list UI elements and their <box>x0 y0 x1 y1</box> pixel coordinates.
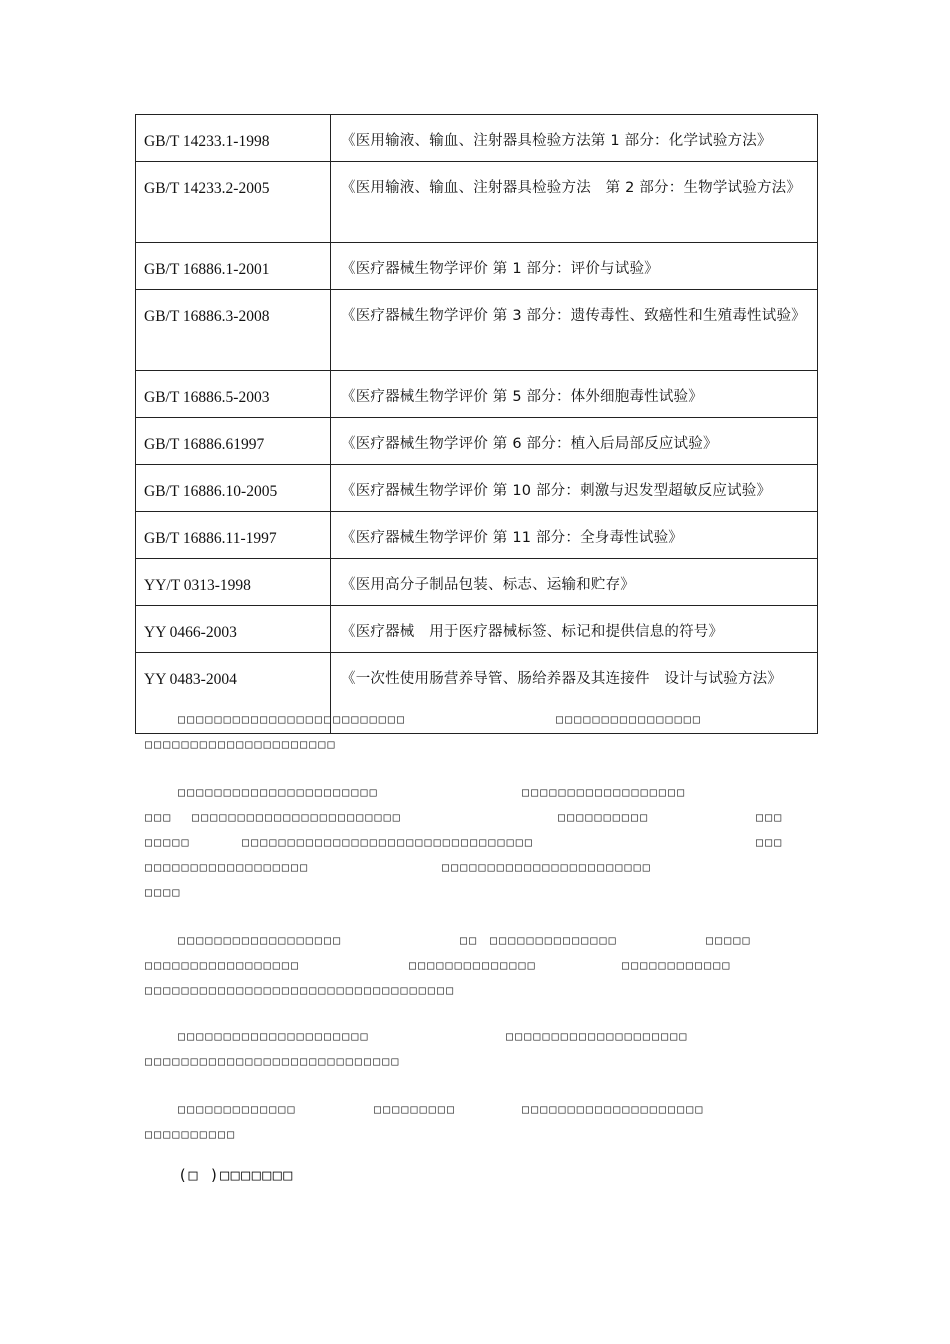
garbled-text-line: □□□□□□□□□□□□□□□□□□ <box>145 860 310 874</box>
standard-title-cell <box>331 162 818 243</box>
garbled-text-line: □□□□□□□□□□□□□□□□ <box>556 712 702 726</box>
garbled-text-line: □□□ <box>756 810 784 824</box>
standard-title-cell <box>331 606 818 653</box>
garbled-text-line: □□□ <box>756 835 784 849</box>
garbled-text-line: □□□ <box>145 810 173 824</box>
standards-table-row <box>136 290 818 371</box>
standard-code-cell: GB/T 16886.61997 <box>136 418 331 465</box>
standard-title-cell <box>331 465 818 512</box>
garbled-text-line: □□□□□□□□□□ <box>558 810 650 824</box>
standard-title-cell <box>331 115 818 162</box>
standards-table-row <box>136 162 818 243</box>
garbled-text-line: □□□□ <box>145 885 182 899</box>
standard-code-cell: GB/T 14233.1-1998 <box>136 115 331 162</box>
section-subheading: (□ )□□□□□□□ <box>178 1166 294 1184</box>
standards-table-row <box>136 465 818 512</box>
standards-table-row <box>136 418 818 465</box>
standard-title-text: 《医疗器械 用于医疗器械标签、标记和提供信息的符号》 <box>341 624 724 640</box>
standard-code-cell: YY 0483-2004 <box>136 653 331 734</box>
standard-code-cell: YY/T 0313-1998 <box>136 559 331 606</box>
garbled-text-line: □□□□□□□□□□□□□□□□□□ <box>522 785 687 799</box>
garbled-text-line: □□□□□□□□□□□□□□□□□□□□ <box>522 1102 705 1116</box>
standard-title-text: 《医疗器械生物学评价 第 10 部分：刺激与迟发型超敏反应试验》 <box>341 483 772 499</box>
garbled-text-line: □□□□□□□□□□□□□□□□□□□□□□□ <box>442 860 652 874</box>
standard-title-cell <box>331 559 818 606</box>
garbled-text-line: □□□□□□□□□ <box>374 1102 457 1116</box>
garbled-text-line: □□□□□□□□□□□□□□□□□□□□□□ <box>178 785 379 799</box>
standard-code-cell: GB/T 16886.5-2003 <box>136 371 331 418</box>
standard-title-cell <box>331 243 818 290</box>
garbled-text-line: □□□□□□□□□□□□□□□□□□□□□ <box>145 737 337 751</box>
standards-table-row <box>136 606 818 653</box>
garbled-text-line: □□□□□□□□□□□□□□□□□□□□□ <box>178 1029 370 1043</box>
garbled-text-line: □□□□□□□□□□□□□□□□□□ <box>178 933 343 947</box>
standards-table-row <box>136 512 818 559</box>
garbled-text-line: □□□□□□□□□□□□□□ <box>490 933 618 947</box>
standard-title-text: 《医疗器械生物学评价 第 11 部分：全身毒性试验》 <box>341 530 683 546</box>
standards-table-row <box>136 559 818 606</box>
garbled-text-line: □□□□□□□□□□□□□□□□□□□□□□□ <box>192 810 402 824</box>
standards-table-row <box>136 243 818 290</box>
standard-code-cell: YY 0466-2003 <box>136 606 331 653</box>
standard-title-cell <box>331 512 818 559</box>
standard-title-text: 《一次性使用肠营养导管、肠给养器及其连接件 设计与试验方法》 <box>341 671 782 687</box>
standard-title-text: 《医疗器械生物学评价 第 3 部分：遗传毒性、致癌性和生殖毒性试验》 <box>341 308 806 324</box>
standards-table-row <box>136 371 818 418</box>
garbled-text-line: □□□□□ <box>706 933 752 947</box>
garbled-text-line: □□□□□□□□□□ <box>145 1127 237 1141</box>
garbled-text-line: □□□□□□□□□□□□□□□□□□□□□□□□□□□□ <box>145 1054 401 1068</box>
garbled-text-line: □□ <box>460 933 479 947</box>
garbled-text-line: □□□□□□□□□□□□ <box>622 958 732 972</box>
standards-table <box>135 114 818 734</box>
garbled-text-line: □□□□□□□□□□□□□ <box>178 1102 297 1116</box>
garbled-text-line: □□□□□ <box>145 835 191 849</box>
garbled-text-line: □□□□□□□□□□□□□□□□□□□□□□□□□ <box>178 712 407 726</box>
standard-title-text: 《医疗器械生物学评价 第 5 部分：体外细胞毒性试验》 <box>341 389 703 405</box>
standard-title-cell <box>331 290 818 371</box>
standard-title-cell <box>331 371 818 418</box>
standard-title-text: 《医用输液、输血、注射器具检验方法第 1 部分：化学试验方法》 <box>341 133 772 149</box>
standard-title-text: 《医用输液、输血、注射器具检验方法 第 2 部分：生物学试验方法》 <box>341 180 802 196</box>
standard-title-text: 《医疗器械生物学评价 第 6 部分：植入后局部反应试验》 <box>341 436 718 452</box>
standard-title-text: 《医用高分子制品包装、标志、运输和贮存》 <box>341 577 635 593</box>
garbled-text-line: □□□□□□□□□□□□□□□□□□□□□□□□□□□□□□□□□□ <box>145 983 456 997</box>
garbled-text-line: □□□□□□□□□□□□□□□□□ <box>145 958 301 972</box>
standards-table-row <box>136 115 818 162</box>
standard-title-cell <box>331 418 818 465</box>
garbled-text-line: □□□□□□□□□□□□□□□□□□□□□□□□□□□□□□□□ <box>242 835 534 849</box>
garbled-text-line: □□□□□□□□□□□□□□□□□□□□ <box>506 1029 689 1043</box>
standard-code-cell: GB/T 16886.3-2008 <box>136 290 331 371</box>
standard-code-cell: GB/T 16886.10-2005 <box>136 465 331 512</box>
standard-code-cell: GB/T 16886.11-1997 <box>136 512 331 559</box>
garbled-text-line: □□□□□□□□□□□□□□ <box>409 958 537 972</box>
standard-title-text: 《医疗器械生物学评价 第 1 部分：评价与试验》 <box>341 261 659 277</box>
standard-code-cell: GB/T 14233.2-2005 <box>136 162 331 243</box>
standard-code-cell: GB/T 16886.1-2001 <box>136 243 331 290</box>
